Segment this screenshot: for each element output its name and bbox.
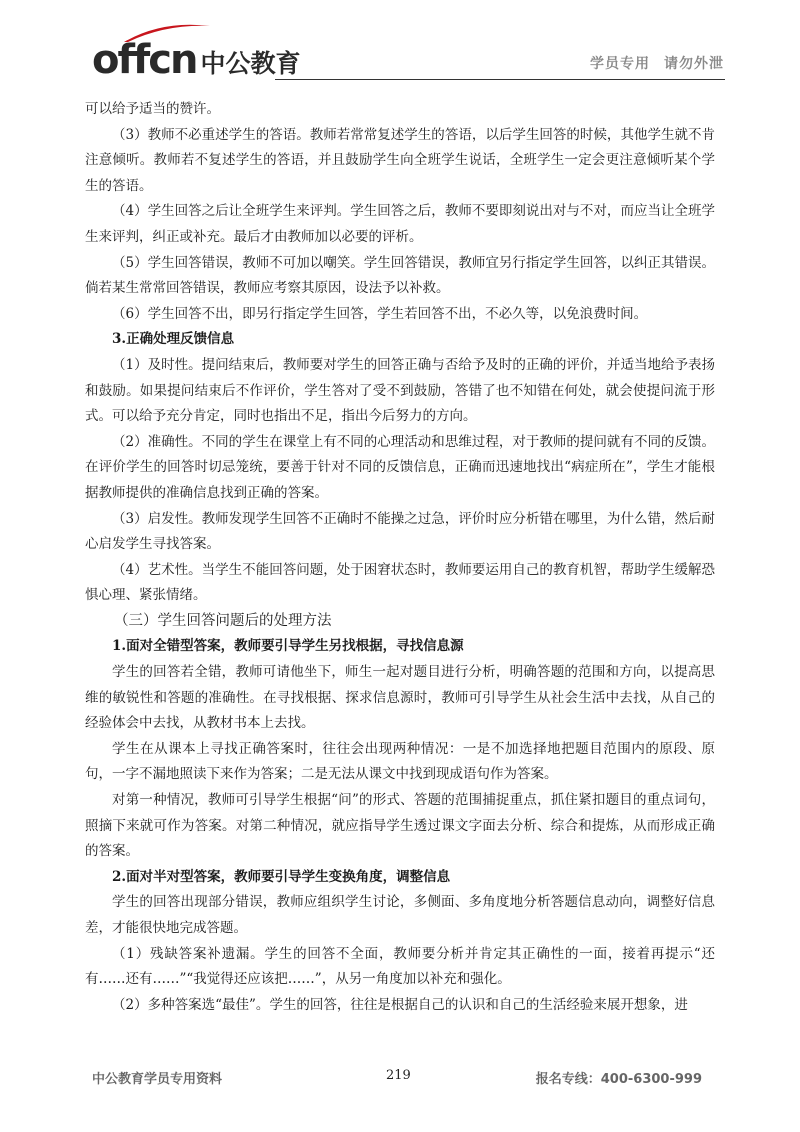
subsection-heading: 1.面对全错型答案，教师要引导学生另找根据，寻找信息源 bbox=[112, 638, 464, 655]
subsection-heading: 3.正确处理反馈信息 bbox=[112, 331, 235, 348]
section-heading: （三）学生回答问题后的处理方法 bbox=[114, 612, 332, 629]
page-number: 219 bbox=[386, 1068, 411, 1083]
paragraph: （4）学生回答之后让全班学生来评判。学生回答之后，教师不要即刻说出对与不对，而应当让全班学生来评判，纠正或补充。最后才由教师加以必要的评析。 bbox=[85, 203, 715, 245]
page-footer bbox=[0, 1068, 800, 1098]
paragraph: （1）及时性。提问结束后，教师要对学生的回答正确与否给予及时的正确的评价，并适当地给予表扬和鼓励。如果提问结束后不作评价，学生答对了受不到鼓励，答错了也不知错在何处，就会使提问流于形式。可以给予充分肯定，同时也指出不足，指出今后努力的方向。 bbox=[85, 356, 715, 425]
paragraph: （2）多种答案选“最佳”。学生的回答，往往是根据自己的认识和自己的生活经验来展开想象，进 bbox=[112, 996, 688, 1013]
offcn-logo bbox=[92, 36, 301, 83]
paragraph: （2）准确性。不同的学生在课堂上有不同的心理活动和思维过程，对于教师的提问就有不同的反馈。在评价学生的回答时切忌笼统，要善于针对不同的反馈信息，正确而迅速地找出“病症所在”，学生才能根据教师提供的准确信息找到正确的答案。 bbox=[85, 433, 715, 501]
header-tag bbox=[576, 53, 724, 73]
subsection-heading: 2.面对半对型答案，教师要引导学生变换角度，调整信息 bbox=[112, 868, 451, 885]
logo-swoosh-icon bbox=[122, 22, 212, 44]
logo-wordmark: offcn bbox=[92, 37, 197, 83]
header-tag-do-not-leak: 请勿外泄 bbox=[664, 56, 724, 72]
footer-source: 中公教育学员专用资料 bbox=[92, 1072, 223, 1087]
paragraph: （3）启发性。教师发现学生回答不正确时不能操之过急，评价时应分析错在哪里，为什么错，然后耐心启发学生寻找答案。 bbox=[85, 510, 715, 553]
paragraph: （1）残缺答案补遗漏。学生的回答不全面，教师要分析并肯定其正确性的一面，接着再提示“还有……还有……”“我觉得还应该把……”，从另一角度加以补充和强化。 bbox=[85, 945, 715, 988]
paragraph: （4）艺术性。当学生不能回答问题，处于困窘状态时，教师要运用自己的教育机智，帮助学生缓解恐惧心理、紧张情绪。 bbox=[85, 561, 715, 604]
paragraph: 学生的回答若全错，教师可请他坐下，师生一起对题目进行分析，明确答题的范围和方向，以提高思维的敏锐性和答题的准确性。在寻找根据、探求信息源时，教师可引导学生从社会生活中去找，从自己的经验体会中去找，从教材书本上去找。 bbox=[85, 664, 715, 732]
paragraph: 学生的回答出现部分错误，教师应组织学生讨论，多侧面、多角度地分析答题信息动向，调整好信息差，才能很快地完成答题。 bbox=[85, 894, 715, 936]
paragraph: （6）学生回答不出，即另行指定学生回答，学生若回答不出，不必久等，以免浪费时间。 bbox=[112, 305, 648, 322]
paragraph: 学生在从课本上寻找正确答案时，往往会出现两种情况：一是不加选择地把题目范围内的原段、原句，一字不漏地照读下来作为答案；二是无法从课文中找到现成语句作为答案。 bbox=[85, 740, 715, 783]
page-content bbox=[85, 97, 715, 1018]
page-header bbox=[0, 0, 800, 90]
footer-hotline: 报名专线：400-6300-999 bbox=[535, 1072, 702, 1087]
header-tag-members-only: 学员专用 bbox=[590, 56, 650, 72]
paragraph: （5）学生回答错误，教师不可加以嘲笑。学生回答错误，教师宜另行指定学生回答，以纠正其错误。倘若某生常常回答错误，教师应考察其原因，设法予以补救。 bbox=[85, 254, 715, 297]
header-rule bbox=[275, 79, 725, 80]
paragraph: 对第一种情况，教师可引导学生根据“问”的形式、答题的范围捕捉重点，抓住紧扣题目的重点词句，照摘下来就可作为答案。对第二种情况，就应指导学生透过课文字面去分析、综合和提炼，从而形成正确的答案。 bbox=[85, 792, 715, 860]
paragraph: （3）教师不必重述学生的答语。教师若常常复述学生的答语，以后学生回答的时候，其他学生就不肯注意倾听。教师若不复述学生的答语，并且鼓励学生向全班学生说话，全班学生一定会更注意倾听某个学生的答语。 bbox=[85, 126, 715, 194]
paragraph: 可以给予适当的赞许。 bbox=[85, 101, 220, 117]
logo-chinese-name: 中公教育 bbox=[200, 49, 301, 78]
